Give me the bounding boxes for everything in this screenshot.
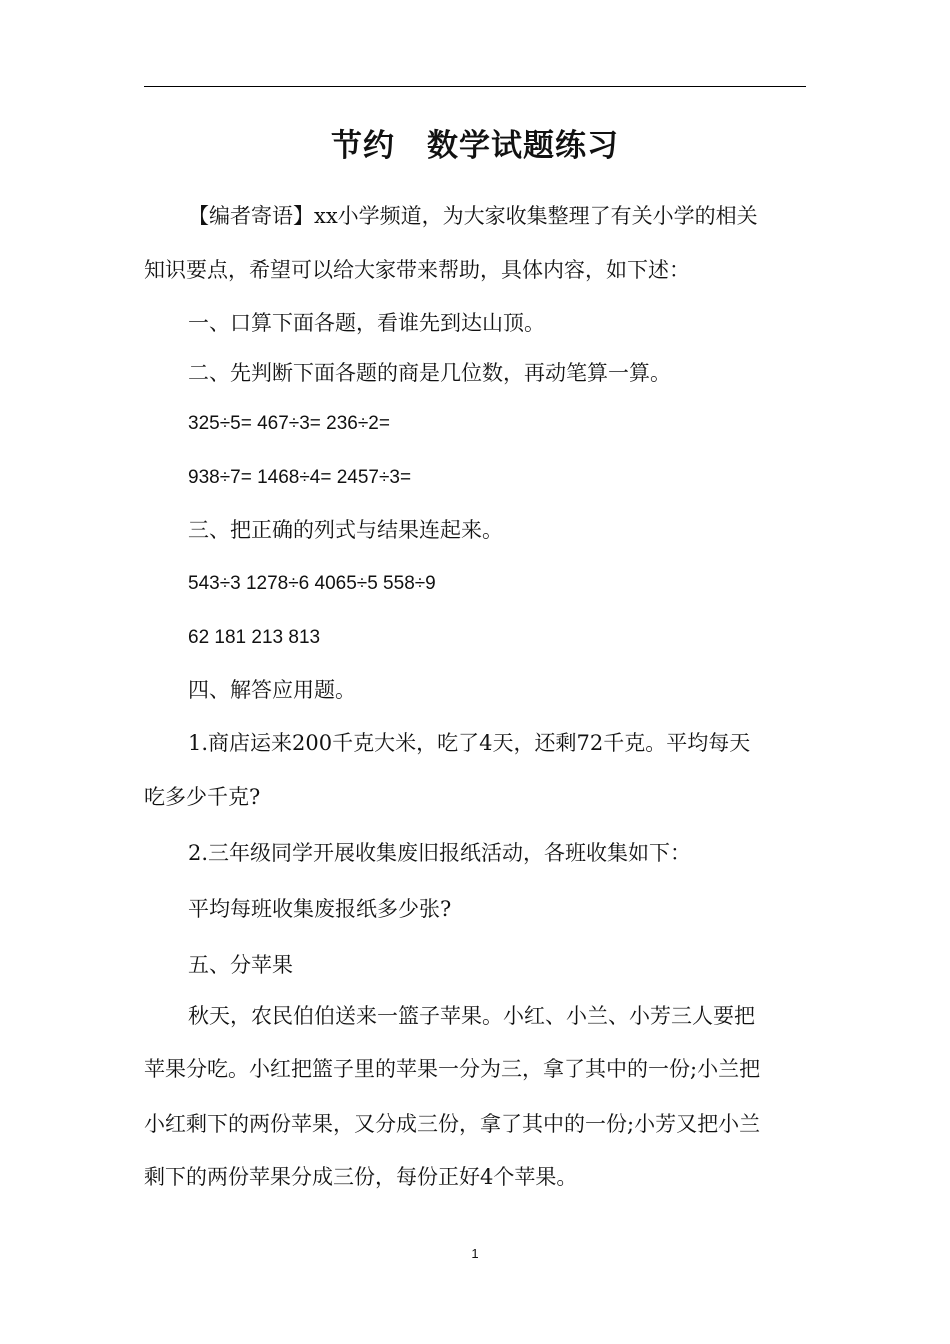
problem-2-line1: 2.三年级同学开展收集废旧报纸活动，各班收集如下： [188, 841, 692, 865]
apple-story-line3: 小红剩下的两份苹果，又分成三份，拿了其中的一份;小芳又把小兰 [144, 1112, 761, 1136]
problem-1-line1: 1.商店运来200千克大米，吃了4天，还剩72千克。平均每天 [188, 731, 751, 755]
apple-story-line2: 苹果分吃。小红把篮子里的苹果一分为三，拿了其中的一份;小兰把 [144, 1057, 761, 1081]
document-title: 节约 数学试题练习 [331, 128, 619, 164]
apple-story-line1: 秋天，农民伯伯送来一篮子苹果。小红、小兰、小芳三人要把 [188, 1004, 755, 1028]
page-number: 1 [471, 1246, 479, 1261]
matching-results: 62 181 213 813 [188, 627, 321, 648]
paragraph-intro-line2: 知识要点，希望可以给大家带来帮助，具体内容，如下述： [144, 258, 690, 282]
paragraph-intro-line1: 【编者寄语】xx小学频道，为大家收集整理了有关小学的相关 [188, 204, 758, 228]
matching-expressions: 543÷3 1278÷6 4065÷5 558÷9 [188, 573, 436, 594]
section-2-heading: 二、先判断下面各题的商是几位数，再动笔算一算。 [188, 361, 671, 385]
problem-2-line2: 平均每班收集废报纸多少张? [188, 897, 452, 921]
division-problems-row2: 938÷7= 1468÷4= 2457÷3= [188, 467, 412, 488]
section-4-heading: 四、解答应用题。 [188, 678, 356, 702]
apple-story-line4: 剩下的两份苹果分成三份，每份正好4个苹果。 [144, 1165, 578, 1189]
section-3-heading: 三、把正确的列式与结果连起来。 [188, 518, 503, 542]
problem-1-line2: 吃多少千克? [144, 785, 261, 809]
header-rule [144, 86, 806, 87]
division-problems-row1: 325÷5= 467÷3= 236÷2= [188, 413, 390, 434]
section-1-heading: 一、口算下面各题，看谁先到达山顶。 [188, 311, 545, 335]
section-5-heading: 五、分苹果 [188, 953, 293, 977]
